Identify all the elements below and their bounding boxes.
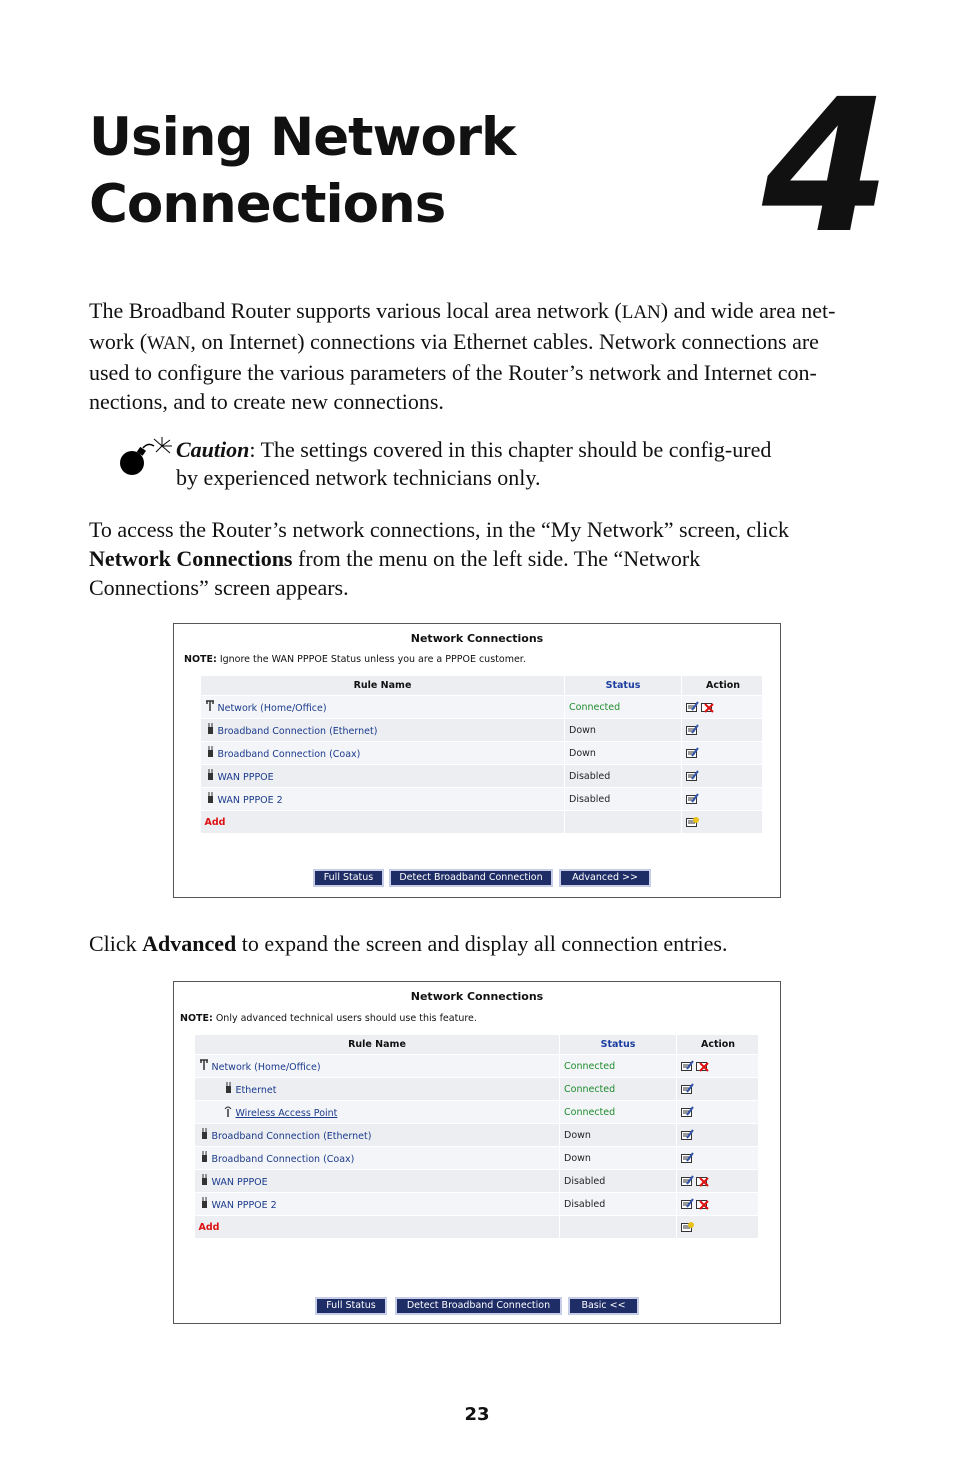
plug-icon xyxy=(199,1197,209,1209)
table-row xyxy=(195,1124,759,1147)
action-cell xyxy=(677,1055,759,1078)
action-cell xyxy=(682,696,763,719)
rule-name-link[interactable] xyxy=(201,742,565,765)
rule-name-link[interactable] xyxy=(195,1124,560,1147)
action-cell xyxy=(682,742,763,765)
rule-name-text: Broadband Connection (Coax) xyxy=(211,1154,355,1165)
table-row xyxy=(201,696,763,719)
status-text: Down xyxy=(560,1124,677,1147)
rule-name-text: Broadband Connection (Coax) xyxy=(217,749,361,760)
note-text: Only advanced technical users should use this feature. xyxy=(212,1013,477,1024)
click-advanced-text: to expand the screen and display all connection entries. xyxy=(236,931,728,956)
caution-label: Caution xyxy=(176,437,250,462)
advanced-button[interactable]: Advanced >> xyxy=(559,869,651,887)
chapter-title xyxy=(89,104,609,238)
wan-abbrev: WAN xyxy=(147,333,191,354)
delete-icon[interactable] xyxy=(701,701,714,713)
chapter-title-line1: Using Network xyxy=(89,107,516,168)
rule-name-text: Network (Home/Office) xyxy=(211,1062,321,1073)
action-cell xyxy=(677,1101,759,1124)
network-connections-screen-advanced xyxy=(173,981,781,1324)
rule-name-text: WAN PPPOE xyxy=(217,772,274,783)
note-label: NOTE: xyxy=(184,654,217,665)
header-status: Status xyxy=(560,1035,677,1055)
empty-cell xyxy=(560,1216,677,1239)
edit-icon[interactable] xyxy=(681,1106,694,1118)
rule-name-text: WAN PPPOE 2 xyxy=(211,1200,277,1211)
edit-icon[interactable] xyxy=(686,701,699,713)
intro-text: ) and wide area net-work ( xyxy=(89,298,836,354)
action-cell xyxy=(677,1078,759,1101)
bomb-icon xyxy=(116,436,176,476)
status-text: Connected xyxy=(560,1078,677,1101)
action-cell xyxy=(677,1170,759,1193)
access-text: To access the Router’s network connections, in the “My Network” screen, click xyxy=(89,517,789,542)
table-row xyxy=(201,765,763,788)
network-connections-screen-basic xyxy=(173,623,781,898)
status-text: Disabled xyxy=(565,788,682,811)
header-rule-name: Rule Name xyxy=(195,1035,560,1055)
plug-icon xyxy=(199,1128,209,1140)
full-status-button[interactable]: Full Status xyxy=(313,869,384,887)
action-cell xyxy=(677,1216,759,1239)
edit-icon[interactable] xyxy=(681,1175,694,1187)
header-action: Action xyxy=(682,676,763,696)
rule-name-text: Network (Home/Office) xyxy=(217,703,327,714)
plug-icon xyxy=(205,769,215,781)
status-text: Connected xyxy=(560,1055,677,1078)
table-row-add xyxy=(201,811,763,834)
rule-name-text: Broadband Connection (Ethernet) xyxy=(217,726,378,737)
detect-broadband-button[interactable]: Detect Broadband Connection xyxy=(389,869,553,887)
delete-icon[interactable] xyxy=(696,1198,709,1210)
edit-icon[interactable] xyxy=(686,770,699,782)
chapter-title-line2: Connections xyxy=(89,174,446,235)
access-bold: Network Connections xyxy=(89,546,293,571)
table-row xyxy=(201,788,763,811)
plug-icon xyxy=(223,1082,233,1094)
rule-name-link[interactable] xyxy=(195,1078,560,1101)
rule-name-text: Wireless Access Point xyxy=(235,1108,338,1119)
note-text: Ignore the WAN PPPOE Status unless you are a PPPOE customer. xyxy=(216,654,526,665)
rule-name-link[interactable] xyxy=(195,1101,560,1124)
plug-icon xyxy=(199,1174,209,1186)
screen-title: Network Connections xyxy=(410,632,544,645)
status-text: Disabled xyxy=(560,1170,677,1193)
table-row xyxy=(195,1170,759,1193)
header-status: Status xyxy=(565,676,682,696)
screen-note xyxy=(184,654,526,665)
table-row xyxy=(201,719,763,742)
access-paragraph xyxy=(89,515,809,602)
access-text: from the menu on the left side. The “Network Connections” screen appears. xyxy=(89,546,701,600)
table-row xyxy=(195,1147,759,1170)
connections-table xyxy=(200,675,763,834)
click-advanced-paragraph xyxy=(89,929,849,958)
caution-text: : The settings covered in this chapter should be config-ured by experienced network technicians only. xyxy=(176,437,772,490)
rule-name-link[interactable] xyxy=(195,1055,560,1078)
edit-icon[interactable] xyxy=(681,1198,694,1210)
add-link[interactable]: Add xyxy=(195,1216,560,1239)
screen-note xyxy=(180,1013,477,1024)
table-row xyxy=(195,1193,759,1216)
lan-abbrev: LAN xyxy=(621,302,661,323)
edit-icon[interactable] xyxy=(686,793,699,805)
table-row xyxy=(195,1078,759,1101)
chapter-number: 4 xyxy=(762,60,885,274)
rule-name-text: WAN PPPOE xyxy=(211,1177,268,1188)
detect-broadband-button[interactable]: Detect Broadband Connection xyxy=(395,1297,562,1315)
table-row-add xyxy=(195,1216,759,1239)
status-text: Down xyxy=(560,1147,677,1170)
status-text: Disabled xyxy=(565,765,682,788)
rule-name-text: WAN PPPOE 2 xyxy=(217,795,283,806)
delete-icon[interactable] xyxy=(696,1060,709,1072)
note-label: NOTE: xyxy=(180,1013,213,1024)
action-cell xyxy=(682,719,763,742)
screen-title: Network Connections xyxy=(410,990,544,1003)
new-entry-icon[interactable] xyxy=(681,1221,694,1233)
caution-note xyxy=(176,436,776,492)
action-cell xyxy=(682,765,763,788)
page-number: 23 xyxy=(464,1404,490,1425)
header-action: Action xyxy=(677,1035,759,1055)
network-icon xyxy=(199,1059,209,1071)
table-row xyxy=(195,1055,759,1078)
intro-text: The Broadband Router supports various local area network ( xyxy=(89,298,622,323)
plug-icon xyxy=(199,1151,209,1163)
click-advanced-text: Click xyxy=(89,931,143,956)
status-text: Connected xyxy=(565,696,682,719)
status-text: Connected xyxy=(560,1101,677,1124)
status-text: Disabled xyxy=(560,1193,677,1216)
status-text: Down xyxy=(565,719,682,742)
action-cell xyxy=(677,1147,759,1170)
edit-icon[interactable] xyxy=(681,1060,694,1072)
rule-name-link[interactable] xyxy=(201,765,565,788)
intro-paragraph xyxy=(89,296,859,416)
empty-cell xyxy=(565,811,682,834)
action-cell xyxy=(682,811,763,834)
edit-icon[interactable] xyxy=(681,1129,694,1141)
table-row xyxy=(201,742,763,765)
plug-icon xyxy=(205,723,215,735)
plug-icon xyxy=(205,746,215,758)
rule-name-link[interactable] xyxy=(201,696,565,719)
edit-icon[interactable] xyxy=(681,1083,694,1095)
rule-name-link[interactable] xyxy=(195,1170,560,1193)
edit-icon[interactable] xyxy=(686,747,699,759)
plug-icon xyxy=(205,792,215,804)
delete-icon[interactable] xyxy=(696,1175,709,1187)
connections-table xyxy=(194,1034,759,1239)
action-cell xyxy=(677,1193,759,1216)
rule-name-text: Ethernet xyxy=(235,1085,277,1096)
edit-icon[interactable] xyxy=(681,1152,694,1164)
action-cell xyxy=(677,1124,759,1147)
rule-name-link[interactable] xyxy=(201,788,565,811)
full-status-button[interactable]: Full Status xyxy=(315,1297,387,1315)
action-cell xyxy=(682,788,763,811)
rule-name-text: Broadband Connection (Ethernet) xyxy=(211,1131,372,1142)
intro-text: , on Internet) connections via Ethernet cables. Network connections are used to configure the various parameters of the Router’s network and Internet con-nections, and to create new connections. xyxy=(89,329,819,414)
status-text: Down xyxy=(565,742,682,765)
rule-name-link[interactable] xyxy=(195,1147,560,1170)
rule-name-link[interactable] xyxy=(201,719,565,742)
basic-button[interactable]: Basic << xyxy=(568,1297,639,1315)
wireless-icon xyxy=(223,1105,233,1117)
edit-icon[interactable] xyxy=(686,724,699,736)
network-icon xyxy=(205,700,215,712)
add-link[interactable]: Add xyxy=(201,811,565,834)
click-advanced-bold: Advanced xyxy=(142,931,237,956)
table-row xyxy=(195,1101,759,1124)
new-entry-icon[interactable] xyxy=(686,816,699,828)
header-rule-name: Rule Name xyxy=(201,676,565,696)
rule-name-link[interactable] xyxy=(195,1193,560,1216)
